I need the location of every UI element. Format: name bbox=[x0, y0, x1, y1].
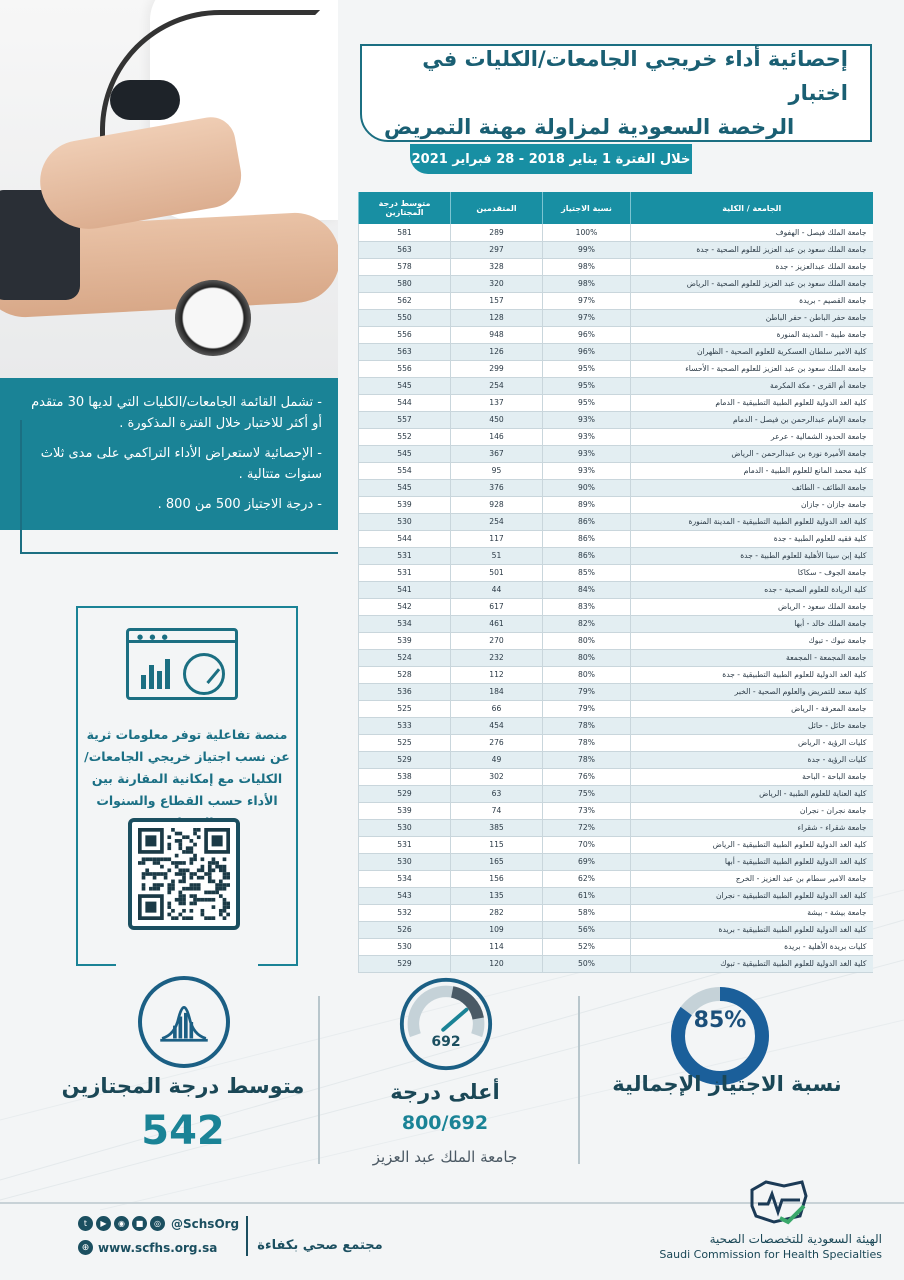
cell-pass-rate: 85% bbox=[543, 564, 631, 581]
cell-average-score: 533 bbox=[359, 717, 451, 734]
pass-rate-ring bbox=[670, 986, 770, 1086]
cell-applicants: 156 bbox=[451, 870, 543, 887]
cell-university: جامعة الملك عبدالعزيز - جدة bbox=[631, 258, 873, 275]
title-line-2: الرخصة السعودية لمزاولة مهنة التمريض bbox=[384, 115, 795, 139]
cell-university: كلية سعد للتمريض والعلوم الصحية - الخبر bbox=[631, 683, 873, 700]
pass-rate-label: نسبة الاجتياز الإجمالية bbox=[612, 1072, 842, 1096]
cell-applicants: 617 bbox=[451, 598, 543, 615]
title-box bbox=[360, 44, 872, 142]
cell-applicants: 948 bbox=[451, 326, 543, 343]
cell-applicants: 282 bbox=[451, 904, 543, 921]
table-row bbox=[359, 615, 873, 632]
cell-average-score: 556 bbox=[359, 360, 451, 377]
slogan: مجتمع صحي بكفاءة bbox=[257, 1238, 383, 1253]
table-row bbox=[359, 411, 873, 428]
cell-average-score: 531 bbox=[359, 547, 451, 564]
cell-applicants: 115 bbox=[451, 836, 543, 853]
cell-applicants: 289 bbox=[451, 224, 543, 241]
platform-frame-corner bbox=[258, 964, 298, 966]
cell-pass-rate: 90% bbox=[543, 479, 631, 496]
cell-applicants: 276 bbox=[451, 734, 543, 751]
cell-university: كلية الغد الدولية للعلوم الطبية التطبيقية - الرياض bbox=[631, 836, 873, 853]
cell-applicants: 254 bbox=[451, 513, 543, 530]
cell-pass-rate: 69% bbox=[543, 853, 631, 870]
cell-university: جامعة شقراء - شقراء bbox=[631, 819, 873, 836]
cell-pass-rate: 79% bbox=[543, 683, 631, 700]
table-row bbox=[359, 870, 873, 887]
table-body bbox=[359, 224, 873, 972]
table-row bbox=[359, 649, 873, 666]
cell-pass-rate: 93% bbox=[543, 411, 631, 428]
cell-university: جامعة الملك فيصل - الهفوف bbox=[631, 224, 873, 241]
cell-applicants: 454 bbox=[451, 717, 543, 734]
cell-applicants: 320 bbox=[451, 275, 543, 292]
blood-pressure-photo bbox=[0, 0, 338, 378]
table-row bbox=[359, 751, 873, 768]
table-row bbox=[359, 360, 873, 377]
cell-pass-rate: 96% bbox=[543, 326, 631, 343]
cell-applicants: 135 bbox=[451, 887, 543, 904]
cell-university: كلية محمد المانع للعلوم الطبية - الدمام bbox=[631, 462, 873, 479]
cell-university: جامعة الامير سطام بن عبد العزيز - الخرج bbox=[631, 870, 873, 887]
table-row bbox=[359, 479, 873, 496]
platform-description: منصة تفاعلية توفر معلومات ثرية عن نسب اجتياز خريجي الجامعات/الكليات مع إمكانية المقارنة بين الأداء حسب القطاع والسنوات bbox=[84, 727, 290, 808]
cell-university: جامعة المجمعة - المجمعة bbox=[631, 649, 873, 666]
instagram-icon[interactable]: ◎ bbox=[150, 1216, 165, 1231]
cell-applicants: 95 bbox=[451, 462, 543, 479]
cell-pass-rate: 72% bbox=[543, 819, 631, 836]
cell-average-score: 534 bbox=[359, 870, 451, 887]
cell-applicants: 385 bbox=[451, 819, 543, 836]
cell-pass-rate: 78% bbox=[543, 751, 631, 768]
cell-university: كليات الرؤية - الرياض bbox=[631, 734, 873, 751]
cell-university: كلية الغد الدولية للعلوم الطبية التطبيقية - نجران bbox=[631, 887, 873, 904]
table-row bbox=[359, 428, 873, 445]
cell-average-score: 531 bbox=[359, 564, 451, 581]
cell-applicants: 501 bbox=[451, 564, 543, 581]
table-row bbox=[359, 258, 873, 275]
table-row bbox=[359, 224, 873, 241]
cell-pass-rate: 86% bbox=[543, 530, 631, 547]
table-row bbox=[359, 241, 873, 258]
table-row bbox=[359, 564, 873, 581]
cell-university: جامعة الملك سعود بن عبد العزيز للعلوم الصحية - جدة bbox=[631, 241, 873, 258]
table-row bbox=[359, 326, 873, 343]
cell-university: كلية الريادة للعلوم الصحية - جده bbox=[631, 581, 873, 598]
cell-pass-rate: 84% bbox=[543, 581, 631, 598]
cell-pass-rate: 89% bbox=[543, 496, 631, 513]
cell-pass-rate: 70% bbox=[543, 836, 631, 853]
top-score-gauge bbox=[398, 976, 494, 1072]
table-row bbox=[359, 768, 873, 785]
table-row bbox=[359, 853, 873, 870]
notes-border bbox=[20, 420, 22, 554]
cell-average-score: 563 bbox=[359, 241, 451, 258]
cell-pass-rate: 52% bbox=[543, 938, 631, 955]
table-row bbox=[359, 275, 873, 292]
cell-average-score: 544 bbox=[359, 394, 451, 411]
social-links bbox=[78, 1216, 239, 1231]
cell-average-score: 528 bbox=[359, 666, 451, 683]
cell-average-score: 536 bbox=[359, 683, 451, 700]
qr-code-icon bbox=[138, 828, 230, 920]
cell-university: جامعة الباحة - الباحة bbox=[631, 768, 873, 785]
notes-panel bbox=[0, 378, 338, 530]
cell-average-score: 545 bbox=[359, 479, 451, 496]
cell-university: جامعة طيبة - المدينة المنورة bbox=[631, 326, 873, 343]
cell-average-score: 530 bbox=[359, 513, 451, 530]
header-average-score: متوسط درجة المجتازين bbox=[359, 192, 451, 224]
cell-university: كلية الامير سلطان العسكرية للعلوم الصحية - الظهران bbox=[631, 343, 873, 360]
table-row bbox=[359, 836, 873, 853]
cell-average-score: 541 bbox=[359, 581, 451, 598]
cell-applicants: 367 bbox=[451, 445, 543, 462]
cell-pass-rate: 95% bbox=[543, 377, 631, 394]
cell-university: جامعة أم القرى - مكة المكرمة bbox=[631, 377, 873, 394]
cell-university: جامعة الملك سعود بن عبد العزيز للعلوم الصحية - الرياض bbox=[631, 275, 873, 292]
cell-average-score: 525 bbox=[359, 734, 451, 751]
table-row bbox=[359, 938, 873, 955]
table-row bbox=[359, 581, 873, 598]
average-score-value: 542 bbox=[141, 1108, 225, 1154]
twitter-icon[interactable]: t bbox=[78, 1216, 93, 1231]
cell-applicants: 299 bbox=[451, 360, 543, 377]
cell-applicants: 254 bbox=[451, 377, 543, 394]
cell-applicants: 328 bbox=[451, 258, 543, 275]
cell-average-score: 526 bbox=[359, 921, 451, 938]
cell-applicants: 146 bbox=[451, 428, 543, 445]
cell-applicants: 109 bbox=[451, 921, 543, 938]
cell-pass-rate: 73% bbox=[543, 802, 631, 819]
notes-border-bottom bbox=[20, 552, 338, 554]
cell-applicants: 302 bbox=[451, 768, 543, 785]
cell-university: جامعة تبوك - تبوك bbox=[631, 632, 873, 649]
cell-university: كليات الرؤية - جدة bbox=[631, 751, 873, 768]
cell-applicants: 128 bbox=[451, 309, 543, 326]
cell-pass-rate: 86% bbox=[543, 547, 631, 564]
cell-average-score: 525 bbox=[359, 700, 451, 717]
table-row bbox=[359, 462, 873, 479]
cell-average-score: 544 bbox=[359, 530, 451, 547]
cell-applicants: 44 bbox=[451, 581, 543, 598]
youtube-icon[interactable]: ▶ bbox=[96, 1216, 111, 1231]
org-name-english: Saudi Commission for Health Specialties bbox=[659, 1248, 882, 1261]
top-score-value: 692 bbox=[431, 1034, 461, 1050]
cell-university: كلية إبن سينا الأهلية للعلوم الطبية - جدة bbox=[631, 547, 873, 564]
cell-average-score: 529 bbox=[359, 751, 451, 768]
cell-university: كلية الغد الدولية للعلوم الطبية التطبيقية - جدة bbox=[631, 666, 873, 683]
cell-applicants: 137 bbox=[451, 394, 543, 411]
cell-pass-rate: 58% bbox=[543, 904, 631, 921]
table-row bbox=[359, 394, 873, 411]
cell-pass-rate: 80% bbox=[543, 632, 631, 649]
cell-university: جامعة حفر الباطن - حفر الباطن bbox=[631, 309, 873, 326]
cell-average-score: 554 bbox=[359, 462, 451, 479]
note-1: - تشمل القائمة الجامعات/الكليات التي لديها 30 متقدم أو أكثر للاختبار خلال الفترة المذكورة . bbox=[31, 395, 322, 431]
cell-pass-rate: 93% bbox=[543, 445, 631, 462]
cell-average-score: 563 bbox=[359, 343, 451, 360]
table-row bbox=[359, 343, 873, 360]
cell-applicants: 232 bbox=[451, 649, 543, 666]
header-university: الجامعة / الكلية bbox=[631, 192, 873, 224]
header-applicants: المتقدمين bbox=[451, 192, 543, 224]
camera-icon[interactable]: ■ bbox=[132, 1216, 147, 1231]
table-row bbox=[359, 547, 873, 564]
cell-university: كلية العناية للعلوم الطبية - الرياض bbox=[631, 785, 873, 802]
top-score-university: جامعة الملك عبد العزيز bbox=[372, 1148, 518, 1166]
table-row bbox=[359, 666, 873, 683]
table-row bbox=[359, 904, 873, 921]
cell-university: جامعة القصيم - بريدة bbox=[631, 292, 873, 309]
cell-average-score: 556 bbox=[359, 326, 451, 343]
cell-university: جامعة الطائف - الطائف bbox=[631, 479, 873, 496]
cell-pass-rate: 97% bbox=[543, 309, 631, 326]
cell-applicants: 184 bbox=[451, 683, 543, 700]
qr-code[interactable] bbox=[128, 818, 240, 930]
cell-university: كلية الغد الدولية للعلوم الطبية التطبيقية - أبها bbox=[631, 853, 873, 870]
table-row bbox=[359, 921, 873, 938]
cell-applicants: 117 bbox=[451, 530, 543, 547]
stats-divider bbox=[578, 996, 580, 1164]
table-row bbox=[359, 513, 873, 530]
cell-pass-rate: 98% bbox=[543, 258, 631, 275]
cell-university: كليات بريدة الأهلية - بريدة bbox=[631, 938, 873, 955]
social-handle[interactable]: @SchsOrg bbox=[171, 1216, 240, 1231]
cell-pass-rate: 95% bbox=[543, 360, 631, 377]
cell-applicants: 63 bbox=[451, 785, 543, 802]
snapchat-icon[interactable]: ◉ bbox=[114, 1216, 129, 1231]
table-row bbox=[359, 955, 873, 972]
cell-university: جامعة جازان - جازان bbox=[631, 496, 873, 513]
cell-average-score: 562 bbox=[359, 292, 451, 309]
cell-pass-rate: 62% bbox=[543, 870, 631, 887]
cell-average-score: 581 bbox=[359, 224, 451, 241]
website-link[interactable]: www.scfhs.org.sa bbox=[98, 1240, 218, 1255]
cell-university: كلية الغد الدولية للعلوم الطبية التطبيقية - المدينة المنورة bbox=[631, 513, 873, 530]
cell-university: جامعة حائل - حائل bbox=[631, 717, 873, 734]
cell-university: جامعة الملك خالد - أبها bbox=[631, 615, 873, 632]
cell-pass-rate: 95% bbox=[543, 394, 631, 411]
cell-average-score: 552 bbox=[359, 428, 451, 445]
cell-university: كلية الغد الدولية للعلوم الطبية التطبيقية - تبوك bbox=[631, 955, 873, 972]
cell-average-score: 539 bbox=[359, 802, 451, 819]
header-pass-rate: نسبة الاجتياز bbox=[543, 192, 631, 224]
table-row bbox=[359, 377, 873, 394]
pressure-gauge bbox=[175, 280, 251, 356]
cell-pass-rate: 61% bbox=[543, 887, 631, 904]
cell-pass-rate: 76% bbox=[543, 768, 631, 785]
org-name-arabic: الهيئة السعودية للتخصصات الصحية bbox=[709, 1232, 882, 1246]
note-3: - درجة الاجتياز 500 من 800 . bbox=[157, 497, 322, 512]
cell-applicants: 165 bbox=[451, 853, 543, 870]
cell-university: جامعة المعرفة - الرياض bbox=[631, 700, 873, 717]
cell-university: كلية الغد الدولية للعلوم الطبية التطبيقية - بريدة bbox=[631, 921, 873, 938]
dashboard-gauge-icon: ● ● ● bbox=[126, 628, 238, 700]
cell-applicants: 450 bbox=[451, 411, 543, 428]
cell-pass-rate: 56% bbox=[543, 921, 631, 938]
cell-applicants: 114 bbox=[451, 938, 543, 955]
cell-university: جامعة الملك سعود - الرياض bbox=[631, 598, 873, 615]
title-line-1: إحصائية أداء خريجي الجامعات/الكليات في اختبار bbox=[422, 47, 848, 105]
cell-pass-rate: 50% bbox=[543, 955, 631, 972]
cell-pass-rate: 78% bbox=[543, 717, 631, 734]
results-table bbox=[358, 192, 873, 973]
cell-university: كلية الغد الدولية للعلوم الطبية التطبيقية - الدمام bbox=[631, 394, 873, 411]
cell-university: جامعة بيشة - بيشة bbox=[631, 904, 873, 921]
table-row bbox=[359, 530, 873, 547]
cell-pass-rate: 93% bbox=[543, 428, 631, 445]
cell-pass-rate: 86% bbox=[543, 513, 631, 530]
platform-frame-corner bbox=[76, 964, 116, 966]
table-row bbox=[359, 785, 873, 802]
cell-average-score: 529 bbox=[359, 785, 451, 802]
cell-applicants: 928 bbox=[451, 496, 543, 513]
cell-pass-rate: 99% bbox=[543, 241, 631, 258]
globe-icon: ⊕ bbox=[78, 1240, 93, 1255]
top-score-label: أعلى درجة bbox=[390, 1080, 500, 1104]
scfhs-logo-icon bbox=[744, 1176, 814, 1228]
cell-average-score: 530 bbox=[359, 938, 451, 955]
cell-pass-rate: 97% bbox=[543, 292, 631, 309]
pump-bulb bbox=[110, 80, 180, 120]
cell-pass-rate: 93% bbox=[543, 462, 631, 479]
table-row bbox=[359, 887, 873, 904]
cell-average-score: 532 bbox=[359, 904, 451, 921]
table-row bbox=[359, 802, 873, 819]
table-row bbox=[359, 683, 873, 700]
cell-average-score: 545 bbox=[359, 445, 451, 462]
bell-curve-chart-icon bbox=[138, 976, 230, 1068]
stats-divider bbox=[318, 996, 320, 1164]
table-row bbox=[359, 734, 873, 751]
cell-applicants: 157 bbox=[451, 292, 543, 309]
cell-average-score: 545 bbox=[359, 377, 451, 394]
cell-average-score: 578 bbox=[359, 258, 451, 275]
table-row bbox=[359, 632, 873, 649]
cell-pass-rate: 75% bbox=[543, 785, 631, 802]
cell-average-score: 543 bbox=[359, 887, 451, 904]
table-row bbox=[359, 445, 873, 462]
cell-university: جامعة الأميرة نورة بن عبدالرحمن - الرياض bbox=[631, 445, 873, 462]
table-row bbox=[359, 496, 873, 513]
cell-applicants: 74 bbox=[451, 802, 543, 819]
pass-rate-value: 85% bbox=[693, 1008, 747, 1033]
cell-university: جامعة الحدود الشمالية - عرعر bbox=[631, 428, 873, 445]
cell-pass-rate: 98% bbox=[543, 275, 631, 292]
cell-pass-rate: 100% bbox=[543, 224, 631, 241]
top-score-fraction: 800/692 bbox=[401, 1112, 489, 1134]
cell-applicants: 270 bbox=[451, 632, 543, 649]
cell-pass-rate: 80% bbox=[543, 666, 631, 683]
cell-average-score: 580 bbox=[359, 275, 451, 292]
table-row bbox=[359, 309, 873, 326]
cell-university: كلية فقيه للعلوم الطبية - جدة bbox=[631, 530, 873, 547]
cell-average-score: 530 bbox=[359, 853, 451, 870]
average-score-label: متوسط درجة المجتازين bbox=[61, 1074, 305, 1098]
note-2: - الإحصائية لاستعراض الأداء التراكمي على مدى ثلاث سنوات متتالية . bbox=[40, 446, 322, 482]
cell-pass-rate: 82% bbox=[543, 615, 631, 632]
cell-average-score: 524 bbox=[359, 649, 451, 666]
cell-pass-rate: 79% bbox=[543, 700, 631, 717]
table-header-row bbox=[359, 192, 873, 224]
cell-university: جامعة الجوف - سكاكا bbox=[631, 564, 873, 581]
cell-average-score: 538 bbox=[359, 768, 451, 785]
cell-average-score: 530 bbox=[359, 819, 451, 836]
cell-average-score: 557 bbox=[359, 411, 451, 428]
cell-applicants: 112 bbox=[451, 666, 543, 683]
cell-university: جامعة الملك سعود بن عبد العزيز للعلوم الصحية - الأحساء bbox=[631, 360, 873, 377]
cell-average-score: 539 bbox=[359, 632, 451, 649]
cell-pass-rate: 83% bbox=[543, 598, 631, 615]
cell-applicants: 49 bbox=[451, 751, 543, 768]
cell-average-score: 550 bbox=[359, 309, 451, 326]
cell-average-score: 529 bbox=[359, 955, 451, 972]
cell-average-score: 542 bbox=[359, 598, 451, 615]
website-link-row bbox=[78, 1240, 217, 1255]
table-row bbox=[359, 598, 873, 615]
period-badge: خلال الفترة 1 يناير 2018 - 28 فبراير 2021 bbox=[410, 144, 692, 174]
cell-average-score: 539 bbox=[359, 496, 451, 513]
cell-applicants: 66 bbox=[451, 700, 543, 717]
cell-applicants: 120 bbox=[451, 955, 543, 972]
table-row bbox=[359, 700, 873, 717]
cell-applicants: 126 bbox=[451, 343, 543, 360]
cell-applicants: 51 bbox=[451, 547, 543, 564]
footer-separator bbox=[246, 1216, 248, 1256]
cell-average-score: 531 bbox=[359, 836, 451, 853]
cell-applicants: 297 bbox=[451, 241, 543, 258]
cell-pass-rate: 80% bbox=[543, 649, 631, 666]
cell-pass-rate: 96% bbox=[543, 343, 631, 360]
cell-average-score: 534 bbox=[359, 615, 451, 632]
cell-applicants: 376 bbox=[451, 479, 543, 496]
table-row bbox=[359, 819, 873, 836]
cell-university: جامعة نجران - نجران bbox=[631, 802, 873, 819]
table-row bbox=[359, 717, 873, 734]
cell-pass-rate: 78% bbox=[543, 734, 631, 751]
cell-university: جامعة الإمام عبدالرحمن بن فيصل - الدمام bbox=[631, 411, 873, 428]
cell-applicants: 461 bbox=[451, 615, 543, 632]
table-row bbox=[359, 292, 873, 309]
